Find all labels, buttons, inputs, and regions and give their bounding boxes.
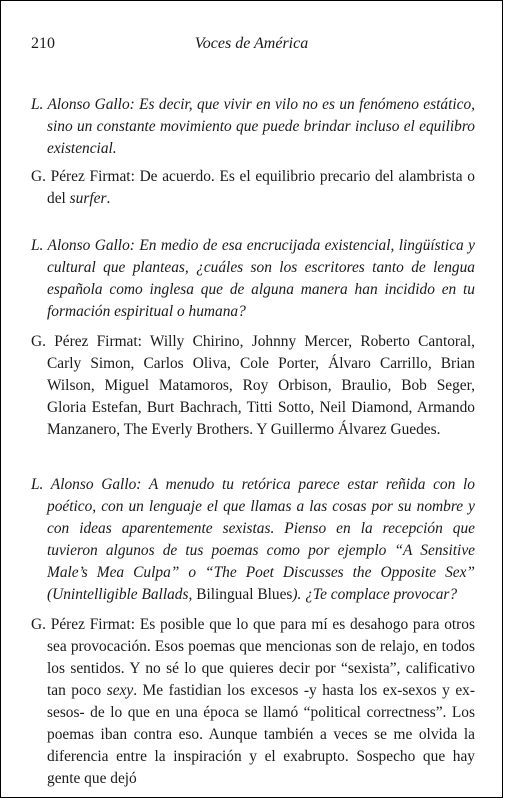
question-text: En medio de esa encrucijada existencial, lingüística y cultural que planteas, ¿cuáles son los escritores tanto de lengua española como inglesa que de alguna manera han incidido en tu formación espiritual o humana? [47, 237, 475, 320]
answer-text: Es posible que lo que para mí es desahogo para otros sea provocación. Esos poemas que mencionas son de relajo, en todos los sentidos. Y no sé lo que quieres decir por “sexista”, calificativo tan poco [47, 616, 475, 699]
italic-term: sexy [106, 682, 134, 699]
speaker-name: G. Pérez Firmat: [31, 616, 136, 633]
running-title: Voces de América [194, 35, 309, 52]
speaker-name: L. Alonso Gallo: [31, 476, 142, 493]
speaker-name: L. Alonso Gallo: [31, 96, 135, 113]
question-text: A menudo tu retórica parece estar reñida con lo poético, con un lenguaje el que llamas a las cosas por su nombre y con ideas aparentemente sexistas. Pienso en la recepción que tuvieron algunos de tus poemas como por ejemplo “A Sensitive Male’s Mea Culpa” o “The Poet Discusses the Opposite Sex” (Unintelligible Ballads, [47, 476, 475, 603]
answer-paragraph [31, 166, 475, 210]
question-paragraph [31, 474, 475, 606]
answer-text: De acuerdo. Es el equilibrio precario del alambrista o del [47, 168, 475, 207]
interview-text [31, 94, 475, 790]
question-paragraph [31, 94, 475, 160]
page-number: 210 [31, 35, 55, 52]
answer-paragraph [31, 614, 475, 790]
question-text-end: ). ¿Te complace provocar? [292, 586, 458, 603]
question-paragraph [31, 235, 475, 323]
roman-title: Bilingual Blues [196, 586, 293, 603]
speaker-name: G. Pérez Firmat: [31, 333, 142, 350]
answer-paragraph [31, 331, 475, 441]
question-text: Es decir, que vivir en vilo no es un fenómeno estático, sino un constante movimiento que puede brindar incluso el equilibro existencial. [47, 96, 475, 157]
speaker-name: L. Alonso Gallo: [31, 237, 135, 254]
answer-text-end: . Me fastidian los excesos -y hasta los ex-sexos y ex-sesos- de lo que en una época se llamó “political correctness”. Los poemas iban contra eso. Aunque también a veces se me olvida la diferencia entre la inspiración y el exabrupto. Sospecho que hay gente que dejó [47, 682, 475, 787]
page-header [31, 35, 472, 53]
answer-text-end: . [106, 190, 111, 207]
answer-text: Willy Chirino, Johnny Mercer, Roberto Cantoral, Carly Simon, Carlos Oliva, Cole Porter, Álvaro Carrillo, Brian Wilson, Miguel Matamoros, Roy Orbison, Braulio, Bob Seger, Gloria Estefan, Burt Bachrach, Titti Sotto, Neil Diamond, Armando Manzanero, The Everly Brothers. Y Guillermo Álvarez Guedes. [47, 333, 475, 438]
italic-term: surfer [69, 190, 107, 207]
speaker-name: G. Pérez Firmat: [31, 168, 135, 185]
